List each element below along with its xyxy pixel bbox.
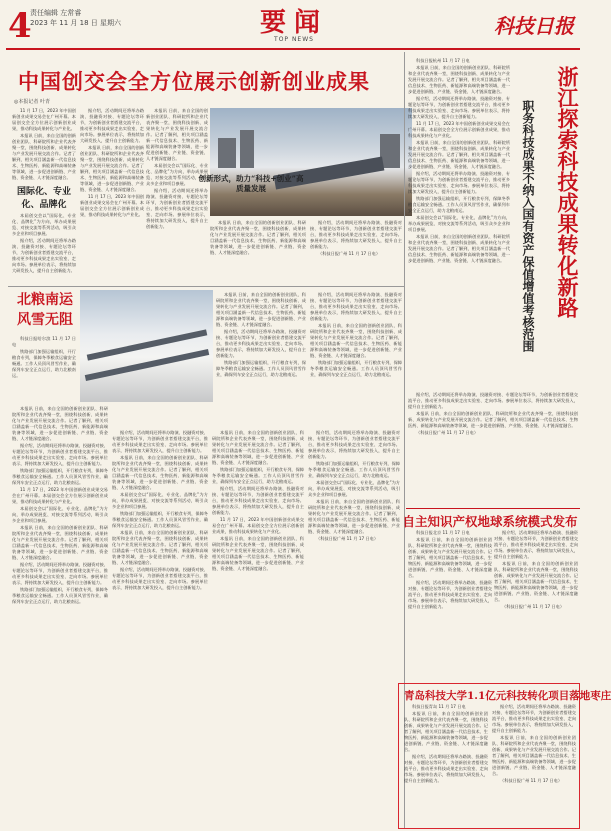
feature-paragraph: 本报讯 日前，来自全国的创新创业团队、科研院所和企业代表齐聚一堂，围绕科技创新、成果转化与产业发展开展交流合作。记者了解到，相关项目涵盖新一代信息技术、生物医药、新能源和高端装备等领域，进一步促进创新链、产业链、资金链、人才链深度融合。: [408, 65, 510, 94]
story-paragraph: 本报讯 日前，来自全国的创新创业团队、科研院所和企业代表齐聚一堂，围绕科技创新、成果转化与产业发展开展交流合作。记者了解到，相关项目涵盖新一代信息技术、生物医药、新能源和高端装备等领域，进一步促进创新链、产业链、资金链、人才链深度融合。: [12, 406, 108, 441]
lead-paragraph: 本报讯 日前，来自全国的创新创业团队、科研院所和企业代表齐聚一堂，围绕科技创新、成果转化与产业发展开展交流合作。记者了解到，相关项目涵盖新一代信息技术、生物医药、新能源和高端装备等领域，进一步促进创新链、产业链、资金链、人才链深度融合。: [80, 145, 144, 192]
lead-column-1: [12, 108, 76, 284]
lead-paragraph: 据介绍，活动期间还将举办路演、投融资对接、专题论坛等环节，为创新创业者搭建交流平台，推动更多科技成果走出实验室、走向市场。参展单位表示，将持续加大研发投入，提升自主创新能力。: [12, 238, 76, 273]
photo-caption-credit: 科技日报哈尔滨 11 月 17 日电: [12, 336, 76, 347]
section-title: 要闻: [259, 8, 328, 38]
lead-paragraph: 本报讯 日前，来自全国的创新创业团队、科研院所和企业代表齐聚一堂，围绕科技创新、成果转化与产业发展开展交流合作。记者了解到，相关项目涵盖新一代信息技术、生物医药、新能源和高端装备等领域，进一步促进创新链、产业链、资金链、人才链深度融合。: [146, 108, 208, 161]
feature-subheadline-vertical: 职务科技成果不纳入国有资产保值增值考核范围: [521, 100, 535, 352]
lead-end-note: （科技日报广州 11 月 17 日电）: [318, 251, 381, 256]
lead-paragraph: 本届创交会以“国际化、专业化、品牌化”为方向，举办成果展览、对接交流等系列活动，吸引众多企业和项目参展。: [12, 213, 76, 236]
lead-paragraph: 本届创交会以“国际化、专业化、品牌化”为方向，举办成果展览、对接交流等系列活动，吸引众多企业和项目参展。: [146, 163, 208, 186]
lead-column-2: [80, 108, 144, 284]
feature-paragraph: 本届创交会以“国际化、专业化、品牌化”为方向，举办成果展览、对接交流等系列活动，吸引众多企业和项目参展。: [408, 215, 510, 232]
story-paragraph: 本报讯 日前，来自全国的创新创业团队、科研院所和企业代表齐聚一堂，围绕科技创新、成果转化与产业发展开展交流合作。记者了解到，相关项目涵盖新一代信息技术、生物医药、新能源和高端装备等领域，进一步促进创新链、产业链、资金链、人才链深度融合。: [212, 430, 304, 465]
qingdao-column: [404, 704, 488, 826]
earth-model-column: [494, 530, 578, 678]
story-paragraph: 据介绍，活动期间还将举办路演、投融资对接、专题论坛等环节，为创新创业者搭建交流平台，推动更多科技成果走出实验室、走向市场。参展单位表示，将持续加大研发投入，提升自主创新能力。: [112, 567, 208, 590]
lead-byline: ◎本报记者 叶青: [14, 99, 50, 105]
qingdao-credit: 科技日报青岛 11 月 17 日电: [412, 704, 466, 709]
earth-model-credit: 科技日报北京 11 月 17 日电: [416, 530, 470, 535]
feature-paragraph: 本报讯 日前，来自全国的创新创业团队、科研院所和企业代表齐聚一堂，围绕科技创新、成果转化与产业发展开展交流合作。记者了解到，相关项目涵盖新一代信息技术、生物医药、新能源和高端装备等领域，进一步促进创新链、产业链、资金链、人才链深度融合。: [408, 234, 510, 263]
section-title-en: TOP NEWS: [274, 36, 314, 43]
header-meta: [30, 8, 121, 28]
earth-model-paragraph: 据介绍，活动期间还将举办路演、投融资对接、专题论坛等环节，为创新创业者搭建交流平台，推动更多科技成果走出实验室、走向市场。参展单位表示，将持续加大研发投入，提升自主创新能力。: [408, 580, 492, 609]
story-paragraph: 据介绍，活动期间还将举办路演、投融资对接、专题论坛等环节，为创新创业者搭建交流平台，推动更多科技成果走出实验室、走向市场。参展单位表示，将持续加大研发投入，提升自主创新能力。: [112, 430, 208, 453]
story-column: [112, 430, 208, 826]
story-paragraph: 据介绍，活动期间还将举办路演、投融资对接、专题论坛等环节，为创新创业者搭建交流平台，推动更多科技成果走出实验室、走向市场。参展单位表示，将持续加大研发投入，提升自主创新能力。: [308, 430, 400, 459]
lead-column-4: [210, 220, 306, 284]
qingdao-column: [492, 704, 576, 826]
story-column: [216, 292, 306, 426]
lead-subhead-2: 创新形式，助力“科技+创业”高质量发展: [198, 174, 304, 193]
feature-end-note: （科技日报广州 11 月 17 日电）: [416, 430, 479, 435]
header-rule: [6, 48, 580, 50]
qingdao-paragraph: 据介绍，活动期间还将举办路演、投融资对接、专题论坛等环节，为创新创业者搭建交流平台，推动更多科技成果走出实验室、走向市场。参展单位表示，将持续加大研发投入，提升自主创新能力。: [492, 704, 576, 733]
divider: [406, 508, 580, 509]
story-paragraph: 铁路部门加强运输组织，开行粮食专列，保障冬季粮食运输安全畅通。工作人员顶风冒雪作业，确保列车安全正点运行，助力北粮南运。: [12, 587, 108, 604]
story-paragraph: 据介绍，活动期间还将举办路演、投融资对接、专题论坛等环节，为创新创业者搭建交流平台，推动更多科技成果走出实验室、走向市场。参展单位表示，将持续加大研发投入，提升自主创新能力。: [212, 486, 304, 515]
story-paragraph: 本报讯 日前，来自全国的创新创业团队、科研院所和企业代表齐聚一堂，围绕科技创新、成果转化与产业发展开展交流合作。记者了解到，相关项目涵盖新一代信息技术、生物医药、新能源和高端装备等领域，进一步促进创新链、产业链、资金链、人才链深度融合。: [310, 323, 402, 358]
story-paragraph: 本届创交会以“国际化、专业化、品牌化”为方向，举办成果展览、对接交流等系列活动，吸引众多企业和项目参展。: [12, 506, 108, 523]
lead-column-5: [310, 220, 402, 284]
feature-paragraph: 本报讯 日前，来自全国的创新创业团队、科研院所和企业代表齐聚一堂，围绕科技创新、成果转化与产业发展开展交流合作。记者了解到，相关项目涵盖新一代信息技术、生物医药、新能源和高端装备等领域，进一步促进创新链、产业链、资金链、人才链深度融合。: [408, 411, 578, 428]
story-paragraph: 据介绍，活动期间还将举办路演、投融资对接、专题论坛等环节，为创新创业者搭建交流平台，推动更多科技成果走出实验室、走向市场。参展单位表示，将持续加大研发投入，提升自主创新能力。: [310, 292, 402, 321]
story-paragraph: 据介绍，活动期间还将举办路演、投融资对接、专题论坛等环节，为创新创业者搭建交流平台，推动更多科技成果走出实验室、走向市场。参展单位表示，将持续加大研发投入，提升自主创新能力。: [216, 329, 306, 358]
photo-caption: [12, 336, 76, 402]
story-column: [308, 430, 400, 826]
masthead-logo: 科技日报: [494, 14, 574, 38]
story-paragraph: 铁路部门加强运输组织，开行粮食专列，保障冬季粮食运输安全畅通。工作人员顶风冒雪作业，确保列车安全正点运行，助力北粮南运。: [212, 467, 304, 484]
feature-paragraph: 据介绍，活动期间还将举办路演、投融资对接、专题论坛等环节，为创新创业者搭建交流平台，推动更多科技成果走出实验室、走向市场。参展单位表示，将持续加大研发投入，提升自主创新能力。: [408, 171, 510, 194]
story-paragraph: 本报讯 日前，来自全国的创新创业团队、科研院所和企业代表齐聚一堂，围绕科技创新、成果转化与产业发展开展交流合作。记者了解到，相关项目涵盖新一代信息技术、生物医药、新能源和高端装备等领域，进一步促进创新链、产业链、资金链、人才链深度融合。: [308, 499, 400, 534]
story-paragraph: 本报讯 日前，来自全国的创新创业团队、科研院所和企业代表齐聚一堂，围绕科技创新、成果转化与产业发展开展交流合作。记者了解到，相关项目涵盖新一代信息技术、生物医药、新能源和高端装备等领域，进一步促进创新链、产业链、资金链、人才链深度融合。: [212, 536, 304, 571]
story-paragraph: 本报讯 日前，来自全国的创新创业团队、科研院所和企业代表齐聚一堂，围绕科技创新、成果转化与产业发展开展交流合作。记者了解到，相关项目涵盖新一代信息技术、生物医药、新能源和高端装备等领域，进一步促进创新链、产业链、资金链、人才链深度融合。: [216, 292, 306, 327]
lead-photo: [210, 108, 412, 216]
story-paragraph: 本报讯 日前，来自全国的创新创业团队、科研院所和企业代表齐聚一堂，围绕科技创新、成果转化与产业发展开展交流合作。记者了解到，相关项目涵盖新一代信息技术、生物医药、新能源和高端装备等领域，进一步促进创新链、产业链、资金链、人才链深度融合。: [12, 525, 108, 560]
feature-paragraph: 本报讯 日前，来自全国的创新创业团队、科研院所和企业代表齐聚一堂，围绕科技创新、成果转化与产业发展开展交流合作。记者了解到，相关项目涵盖新一代信息技术、生物医药、新能源和高端装备等领域，进一步促进创新链、产业链、资金链、人才链深度融合。: [408, 140, 510, 169]
story-end-note: （科技日报广州 11 月 17 日电）: [316, 536, 379, 541]
earth-model-headline: 自主知识产权地球系统模式发布: [402, 514, 578, 529]
story-paragraph: 铁路部门加强运输组织，开行粮食专列，保障冬季粮食运输安全畅通。工作人员顶风冒雪作业，确保列车安全正点运行，助力北粮南运。: [216, 360, 306, 377]
story-paragraph: 铁路部门加强运输组织，开行粮食专列，保障冬季粮食运输安全畅通。工作人员顶风冒雪作业，确保列车安全正点运行，助力北粮南运。: [12, 468, 108, 485]
feature-paragraph: 铁路部门加强运输组织，开行粮食专列，保障冬季粮食运输安全畅通。工作人员顶风冒雪作业，确保列车安全正点运行，助力北粮南运。: [408, 196, 510, 213]
story-paragraph: 本报讯 日前，来自全国的创新创业团队、科研院所和企业代表齐聚一堂，围绕科技创新、成果转化与产业发展开展交流合作。记者了解到，相关项目涵盖新一代信息技术、生物医药、新能源和高端装备等领域，进一步促进创新链、产业链、资金链、人才链深度融合。: [112, 455, 208, 490]
story-column: [212, 430, 304, 826]
story-column: [12, 406, 108, 826]
earth-model-paragraph: 本报讯 日前，来自全国的创新创业团队、科研院所和企业代表齐聚一堂，围绕科技创新、成果转化与产业发展开展交流合作。记者了解到，相关项目涵盖新一代信息技术、生物医药、新能源和高端装备等领域，进一步促进创新链、产业链、资金链、人才链深度融合。: [494, 561, 578, 602]
date-line: 2023 年 11 月 18 日 星期六: [30, 19, 121, 27]
qingdao-end-note: （科技日报广州 11 月 17 日电）: [500, 778, 563, 783]
lead-paragraph: 据介绍，活动期间还将举办路演、投融资对接、专题论坛等环节，为创新创业者搭建交流平台，推动更多科技成果走出实验室、走向市场。参展单位表示，将持续加大研发投入，提升自主创新能力。: [146, 188, 208, 229]
story-paragraph: 11 月 17 日，2023 年中国创新创业成果交易会在广州开幕。本届创交会全方位展示创新创业成果，推动科技成果转化与产业化。: [212, 517, 304, 534]
page-number: 4: [8, 6, 32, 46]
feature-credit: 科技日报杭州 11 月 17 日电: [416, 58, 470, 63]
lead-paragraph: 据介绍，活动期间还将举办路演、投融资对接、专题论坛等环节，为创新创业者搭建交流平台，推动更多科技成果走出实验室、走向市场。参展单位表示，将持续加大研发投入，提升自主创新能力。: [310, 220, 402, 249]
qingdao-paragraph: 据介绍，活动期间还将举办路演、投融资对接、专题论坛等环节，为创新创业者搭建交流平台，推动更多科技成果走出实验室、走向市场。参展单位表示，将持续加大研发投入，提升自主创新能力。: [404, 754, 488, 783]
divider: [8, 286, 404, 287]
qingdao-headline: 青岛科技大学1.1亿元科技转化项目落地枣庄: [404, 690, 611, 702]
feature-paragraph: 11 月 17 日，2023 年中国创新创业成果交易会在广州开幕。本届创交会全方位展示创新创业成果，推动科技成果转化与产业化。: [408, 121, 510, 138]
lead-paragraph: 11 月 17 日，2023 年中国创新创业成果交易会在广州开幕。本届创交会全方位展示创新创业成果，推动科技成果转化与产业化。: [80, 194, 144, 217]
lead-column-3: [146, 108, 208, 284]
lead-paragraph: 据介绍，活动期间还将举办路演、投融资对接、专题论坛等环节，为创新创业者搭建交流平台，推动更多科技成果走出实验室、走向市场。参展单位表示，将持续加大研发投入，提升自主创新能力。: [80, 108, 144, 143]
feature-paragraph: 据介绍，活动期间还将举办路演、投融资对接、专题论坛等环节，为创新创业者搭建交流平台，推动更多科技成果走出实验室、走向市场。参展单位表示，将持续加大研发投入，提升自主创新能力。: [408, 392, 578, 409]
story-paragraph: 据介绍，活动期间还将举办路演、投融资对接、专题论坛等环节，为创新创业者搭建交流平台，推动更多科技成果走出实验室、走向市场。参展单位表示，将持续加大研发投入，提升自主创新能力。: [12, 562, 108, 585]
editor-line: 责任编辑 左常睿: [30, 9, 82, 17]
story-paragraph: 本届创交会以“国际化、专业化、品牌化”为方向，举办成果展览、对接交流等系列活动，吸引众多企业和项目参展。: [308, 480, 400, 497]
rail-photo: [80, 290, 213, 402]
photo-caption-title: 北粮南运风雪无阻: [17, 292, 73, 328]
feature-column-lower: [408, 392, 578, 506]
feature-headline-vertical: 浙江探索科技成果转化新路: [555, 66, 580, 318]
story-paragraph: 铁路部门加强运输组织，开行粮食专列，保障冬季粮食运输安全畅通。工作人员顶风冒雪作业，确保列车安全正点运行，助力北粮南运。: [112, 511, 208, 528]
photo-caption-text: 铁路部门加强运输组织，开行粮食专列，保障冬季粮食运输安全畅通。工作人员顶风冒雪作业，确保列车安全正点运行，助力北粮南运。: [12, 349, 76, 378]
lead-subhead: 国际化、专业化、品牌化: [16, 187, 71, 210]
earth-model-paragraph: 本报讯 日前，来自全国的创新创业团队、科研院所和企业代表齐聚一堂，围绕科技创新、成果转化与产业发展开展交流合作。记者了解到，相关项目涵盖新一代信息技术、生物医药、新能源和高端装备等领域，进一步促进创新链、产业链、资金链、人才链深度融合。: [408, 537, 492, 578]
earth-model-paragraph: 据介绍，活动期间还将举办路演、投融资对接、专题论坛等环节，为创新创业者搭建交流平台，推动更多科技成果走出实验室、走向市场。参展单位表示，将持续加大研发投入，提升自主创新能力。: [494, 530, 578, 559]
story-paragraph: 铁路部门加强运输组织，开行粮食专列，保障冬季粮食运输安全畅通。工作人员顶风冒雪作业，确保列车安全正点运行，助力北粮南运。: [310, 360, 402, 377]
lead-paragraph: 11 月 17 日，2023 年中国创新创业成果交易会在广州开幕。本届创交会全方位展示创新创业成果，推动科技成果转化与产业化。: [12, 108, 76, 131]
qingdao-paragraph: 本报讯 日前，来自全国的创新创业团队、科研院所和企业代表齐聚一堂，围绕科技创新、成果转化与产业发展开展交流合作。记者了解到，相关项目涵盖新一代信息技术、生物医药、新能源和高端装备等领域，进一步促进创新链、产业链、资金链、人才链深度融合。: [404, 711, 488, 752]
qingdao-paragraph: 本报讯 日前，来自全国的创新创业团队、科研院所和企业代表齐聚一堂，围绕科技创新、成果转化与产业发展开展交流合作。记者了解到，相关项目涵盖新一代信息技术、生物医药、新能源和高端装备等领域，进一步促进创新链、产业链、资金链、人才链深度融合。: [492, 735, 576, 776]
earth-model-column: [408, 530, 492, 678]
photo-building: [218, 138, 236, 168]
lead-headline: 中国创交会全方位展示创新创业成果: [18, 69, 370, 94]
earth-model-end-note: （科技日报广州 11 月 17 日电）: [502, 604, 565, 609]
story-paragraph: 铁路部门加强运输组织，开行粮食专列，保障冬季粮食运输安全畅通。工作人员顶风冒雪作业，确保列车安全正点运行，助力北粮南运。: [308, 461, 400, 478]
story-column: [310, 292, 402, 426]
feature-paragraph: 据介绍，活动期间还将举办路演、投融资对接、专题论坛等环节，为创新创业者搭建交流平台，推动更多科技成果走出实验室、走向市场。参展单位表示，将持续加大研发投入，提升自主创新能力。: [408, 96, 510, 119]
lead-paragraph: 本报讯 日前，来自全国的创新创业团队、科研院所和企业代表齐聚一堂，围绕科技创新、成果转化与产业发展开展交流合作。记者了解到，相关项目涵盖新一代信息技术、生物医药、新能源和高端装备等领域，进一步促进创新链、产业链、资金链、人才链深度融合。: [12, 133, 76, 180]
story-paragraph: 本报讯 日前，来自全国的创新创业团队、科研院所和企业代表齐聚一堂，围绕科技创新、成果转化与产业发展开展交流合作。记者了解到，相关项目涵盖新一代信息技术、生物医药、新能源和高端装备等领域，进一步促进创新链、产业链、资金链、人才链深度融合。: [112, 530, 208, 565]
story-paragraph: 本届创交会以“国际化、专业化、品牌化”为方向，举办成果展览、对接交流等系列活动，吸引众多企业和项目参展。: [112, 492, 208, 509]
photo-building: [240, 130, 254, 168]
story-paragraph: 11 月 17 日，2023 年中国创新创业成果交易会在广州开幕。本届创交会全方位展示创新创业成果，推动科技成果转化与产业化。: [12, 487, 108, 504]
lead-paragraph: 本报讯 日前，来自全国的创新创业团队、科研院所和企业代表齐聚一堂，围绕科技创新、成果转化与产业发展开展交流合作。记者了解到，相关项目涵盖新一代信息技术、生物医药、新能源和高端装备等领域，进一步促进创新链、产业链、资金链、人才链深度融合。: [210, 220, 306, 255]
story-paragraph: 据介绍，活动期间还将举办路演、投融资对接、专题论坛等环节，为创新创业者搭建交流平台，推动更多科技成果走出实验室、走向市场。参展单位表示，将持续加大研发投入，提升自主创新能力。: [12, 443, 108, 466]
